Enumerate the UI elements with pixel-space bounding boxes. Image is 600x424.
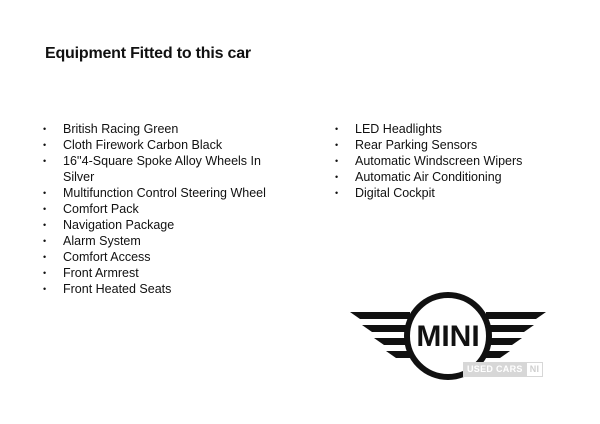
bullet-icon: •: [335, 156, 339, 166]
used-cars-region: NI: [527, 362, 544, 377]
bullet-icon: •: [335, 172, 339, 182]
equipment-item: [43, 153, 278, 185]
equipment-item: [43, 249, 278, 265]
equipment-item: [335, 121, 555, 137]
equipment-item-label: Front Heated Seats: [63, 282, 172, 296]
equipment-item: [43, 217, 278, 233]
mini-logo-left-wing: [350, 312, 410, 358]
equipment-item-label: Digital Cockpit: [355, 186, 435, 200]
bullet-icon: •: [43, 140, 47, 150]
equipment-item: [43, 185, 278, 201]
equipment-item-label: Automatic Windscreen Wipers: [355, 154, 523, 168]
equipment-item: [43, 121, 278, 137]
equipment-item-label: Comfort Pack: [63, 202, 139, 216]
mini-logo-right-wing: [486, 312, 546, 358]
equipment-item: [335, 137, 555, 153]
bullet-icon: •: [43, 156, 47, 166]
equipment-list-left: [43, 121, 278, 297]
bullet-icon: •: [43, 284, 47, 294]
bullet-icon: •: [43, 252, 47, 262]
equipment-item: [43, 281, 278, 297]
equipment-item-label: Front Armrest: [63, 266, 139, 280]
bullet-icon: •: [335, 124, 339, 134]
equipment-item-label: Rear Parking Sensors: [355, 138, 478, 152]
equipment-item: [43, 201, 278, 217]
equipment-item-label: Navigation Package: [63, 218, 175, 232]
used-cars-label: USED CARS: [463, 362, 527, 377]
bullet-icon: •: [335, 188, 339, 198]
equipment-item-label: LED Headlights: [355, 122, 442, 136]
equipment-item-label: Comfort Access: [63, 250, 151, 264]
equipment-item: [335, 169, 555, 185]
equipment-item-label: Automatic Air Conditioning: [355, 170, 502, 184]
used-cars-badge: [463, 362, 543, 377]
page-title: Equipment Fitted to this car: [45, 45, 251, 62]
equipment-item-label: Multifunction Control Steering Wheel: [63, 186, 266, 200]
mini-logo-text: MINI: [416, 320, 480, 353]
equipment-item: [43, 233, 278, 249]
equipment-item-label: Cloth Firework Carbon Black: [63, 138, 223, 152]
bullet-icon: •: [335, 140, 339, 150]
equipment-list-right: [335, 121, 555, 201]
bullet-icon: •: [43, 188, 47, 198]
equipment-item: [43, 265, 278, 281]
equipment-item-label: British Racing Green: [63, 122, 179, 136]
equipment-item: [335, 185, 555, 201]
bullet-icon: •: [43, 220, 47, 230]
bullet-icon: •: [43, 236, 47, 246]
bullet-icon: •: [43, 204, 47, 214]
bullet-icon: •: [43, 124, 47, 134]
equipment-item-label: Alarm System: [63, 234, 141, 248]
equipment-item-label: 16''4-Square Spoke Alloy Wheels In Silver: [63, 154, 261, 184]
equipment-item: [43, 137, 278, 153]
bullet-icon: •: [43, 268, 47, 278]
equipment-item: [335, 153, 555, 169]
